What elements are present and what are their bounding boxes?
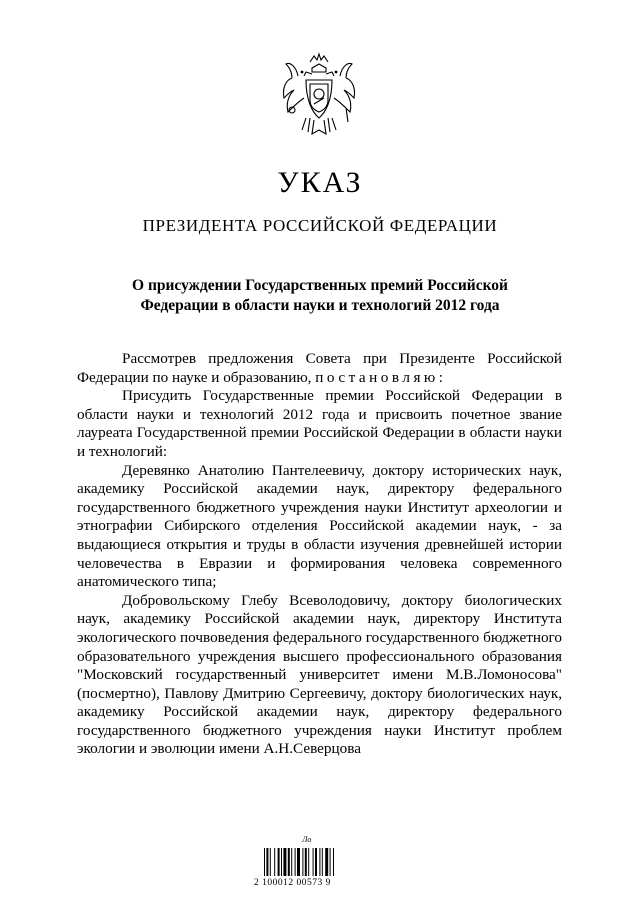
barcode-bar xyxy=(264,848,265,876)
barcode-number: 2 100012 00573 9 xyxy=(254,878,331,888)
document-type-heading: УКАЗ xyxy=(277,166,363,199)
paragraph-award-statement: Присудить Государственные премии Российской Федерации в области науки и технологий 2012 года и присвоить почетное звание лауреата Государственной премии Российской Федерации в области науки и технологий: xyxy=(77,387,562,460)
barcode-mark: Ло xyxy=(302,835,312,844)
decree-title-line-1: О присуждении Государственных премий Российской xyxy=(132,277,508,294)
barcode-bar xyxy=(313,848,314,876)
barcode-bar xyxy=(266,848,268,876)
barcode-image xyxy=(264,848,358,876)
decree-body xyxy=(77,350,562,759)
decree-keyword: постановляю: xyxy=(315,368,447,386)
barcode-bar xyxy=(281,848,282,876)
barcode-bar xyxy=(288,848,290,876)
paragraph-preamble xyxy=(77,350,562,387)
barcode-bar xyxy=(302,848,303,876)
paragraph-laureates-dobrovolsky-pavlov: Добровольскому Глебу Всеволодовичу, доктору биологических наук, академику Российской академии наук, директору Института экологического почвоведения федерального государственного бюджетного образовательного учреждения высшего профессионального образования "Московский государственный университет имени М.В.Ломоносова" (посмертно), Павлову Дмитрию Сергеевичу, доктору биологических наук, академику Российской академии наук, директору федерального государственного бюджетного учреждения науки Институт проблем экологии и эволюции имени А.Н.Северцова xyxy=(77,591,562,758)
barcode-bar xyxy=(278,848,280,876)
barcode-bar xyxy=(305,848,307,876)
preamble-text: Рассмотрев предложения Совета при Президенте Российской Федерации по науке и образованию, xyxy=(77,350,562,386)
barcode-bar xyxy=(319,848,320,876)
barcode-bar xyxy=(297,848,300,876)
barcode-bar xyxy=(295,848,296,876)
barcode-bar xyxy=(270,848,271,876)
decree-title-line-2: Федерации в области науки и технологий 2012 года xyxy=(140,297,500,314)
barcode-bar xyxy=(308,848,309,876)
decree-title xyxy=(0,276,640,316)
barcode-bar xyxy=(291,848,292,876)
barcode-bar xyxy=(325,848,328,876)
paragraph-laureate-derevyanko: Деревянко Анатолию Пантелеевичу, доктору исторических наук, академику Российской академии наук, директору федерального государственного бюджетного учреждения науки Институт археологии и этнографии Сибирского отделения Российской академии наук, - за выдающиеся открытия и труды в области изучения древнейшей истории человечества в Евразии и формирования человека современного анатомического типа; xyxy=(77,461,562,591)
barcode-bar xyxy=(274,848,275,876)
coat-of-arms-emblem xyxy=(276,50,362,140)
issuer-heading: ПРЕЗИДЕНТА РОССИЙСКОЙ ФЕДЕРАЦИИ xyxy=(142,216,498,235)
barcode-bar xyxy=(322,848,323,876)
barcode-bar xyxy=(283,848,286,876)
barcode-bar xyxy=(330,848,331,876)
barcode-bar xyxy=(333,848,334,876)
barcode-bar xyxy=(315,848,317,876)
